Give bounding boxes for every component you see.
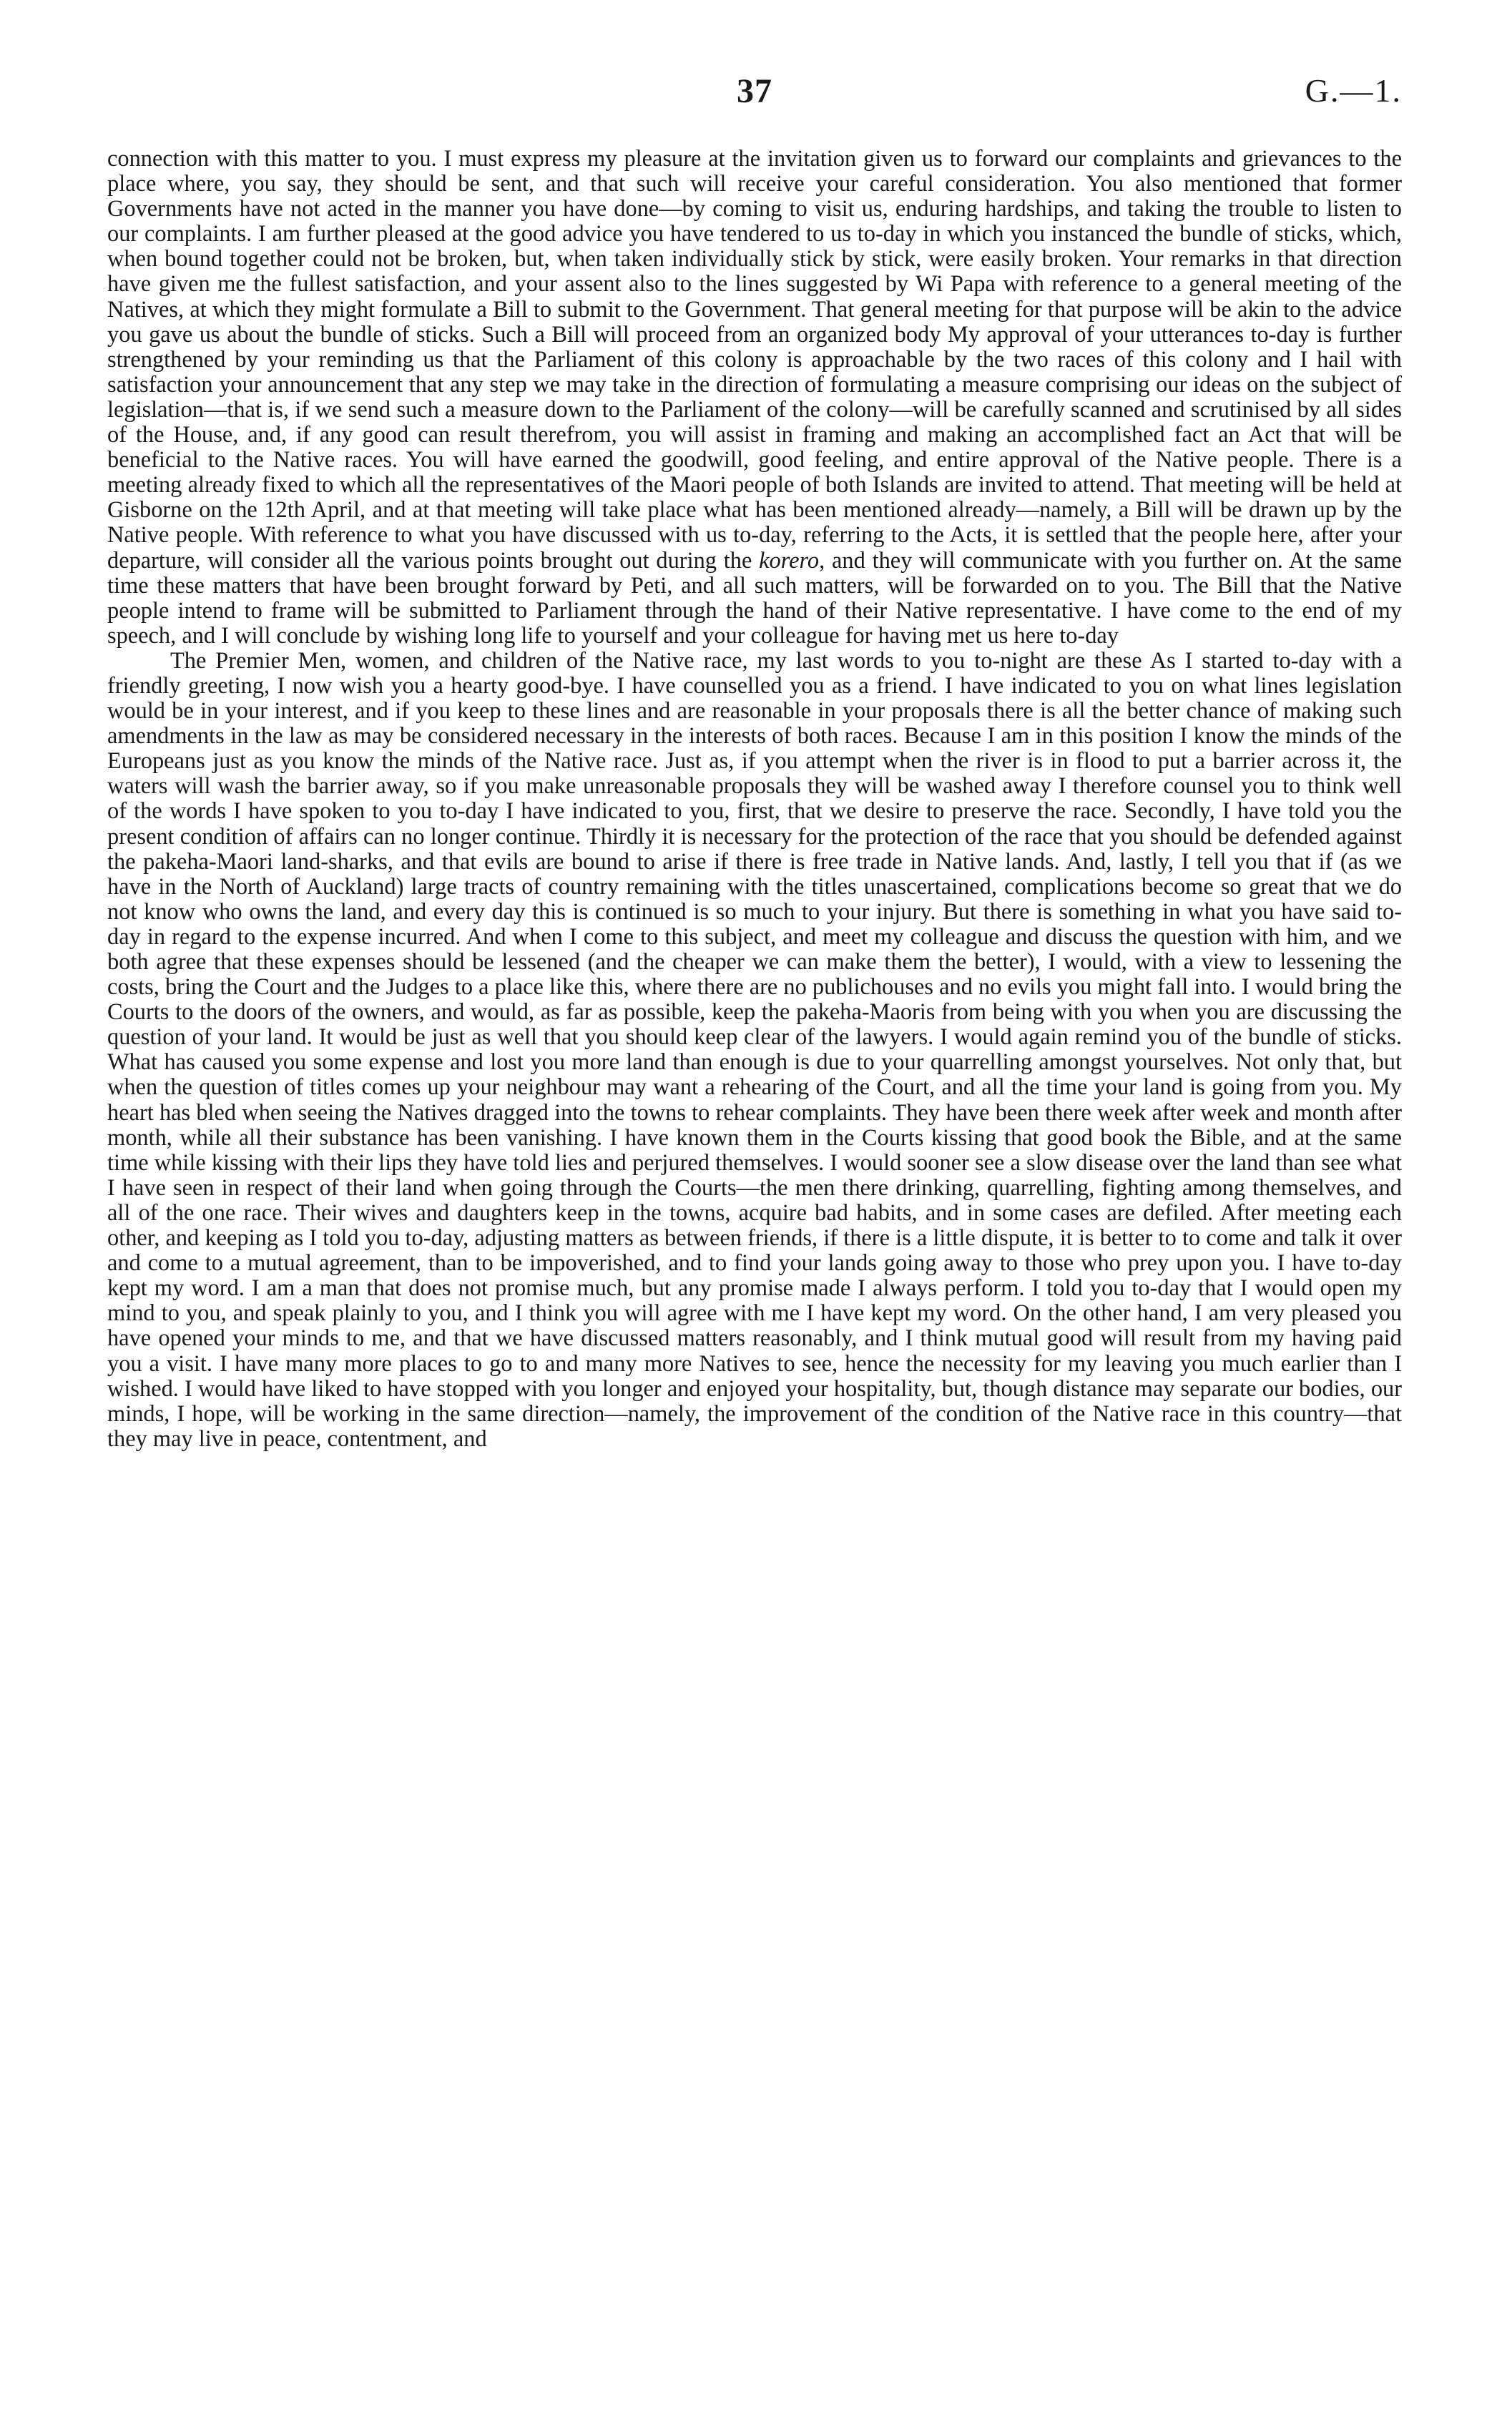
text-segment: connection with this matter to you. I must express my pleasure at the invitation given us to forward our complaints and grievances to the place where, you say, they should be sent, and that such will receive your careful consideration. You also mentioned that former Governments have not acted in the manner you have done—by coming to visit us, enduring hardships, and taking the trouble to listen to our complaints. I am further pleased at the good advice you have tendered to us to-day in which you instanced the bundle of sticks, which, when bound together could not be broken, but, when taken individually stick by stick, were easily broken. Your remarks in that direction have given me the fullest satisfaction, and your assent also to the lines suggested by Wi Papa with reference to a general meeting of the Natives, at which they might formulate a Bill to submit to the Government. That general meeting for that purpose will be akin to the advice you gave us about the bundle of sticks. Such a Bill will proceed from an organized body My approval of your utterances to-day is further strengthened by your reminding us that the Parliament of this colony is approachable by the two races of this colony and I hail with satisfaction your announcement that any step we may take in the direction of formulating a measure comprising our ideas on the subject of legislation—that is, if we send such a measure down to the Parliament of the colony—will be carefully scanned and scrutinised by all sides of the House, and, if any good can result therefrom, you will assist in framing and making an accomplished fact an Act that will be beneficial to the Native races. You will have earned the goodwill, good feeling, and entire approval of the Native people. There is a meeting already fixed to which all the representatives of the Maori people of both Islands are invited to attend. That meeting will be held at Gisborne on the 12th April, and at that meeting will take place what has been mentioned already—namely, a Bill will be drawn up by the Native people. With reference to what you have discussed with us to-day, referring to the Acts, it is settled that the people here, after your departure, will consider all the various points brought out during the [107,146,1402,574]
text-segment: Men, women, and children of the Native race, my last words to you to-night are these As I started to-day with a friendly greeting, I now wish you a hearty good-bye. I have counselled you as a friend. I have indicated to you on what lines legislation would be in your interest, and if you keep to these lines and are reasonable in your proposals there is all the better chance of making such amendments in the law as may be considered necessary in the interests of both races. Because I am in this position I know the minds of the Europeans just as you know the minds of the Native race. Just as, if you attempt when the river is in flood to put a barrier across it, the waters will wash the barrier away, so if you make unreasonable proposals they will be washed away I therefore counsel you to think well of the words I have spoken to you to-day I have indicated to you, first, that we desire to preserve the race. Secondly, I have told you the present condition of affairs can no longer continue. Thirdly it is necessary for the protection of the race that you should be defended against the pakeha-Maori land-sharks, and that evils are bound to arise if there is free trade in Native lands. And, lastly, I tell you that if (as we have in the North of Auckland) large tracts of country remaining with the titles unascertained, complications become so great that we do not know who owns the land, and every day this is continued is so much to your injury. But there is something in what you have said to-day in regard to the expense incurred. And when I come to this subject, and meet my colleague and discuss the question with him, and we both agree that these expenses should be lessened (and the cheaper we can make them the better), I would, with a view to lessening the costs, bring the Court and the Judges to a place like this, where there are no publichouses and no evils you might fall into. I would bring the Courts to the doors of the owners, and would, as far as possible, keep the pakeha-Maoris from being with you when you are discussing the question of your land. It would be just as well that you should keep clear of the lawyers. I would again remind you of the bundle of sticks. What has caused you some expense and lost you more land than enough is due to your quarrelling amongst yourselves. Not only that, but when the question of titles comes up your neighbour may want a rehearing of the Court, and all the time your land is going from you. My heart has bled when seeing the Natives dragged into the towns to rehear complaints. They have been there week after week and month after month, while all their substance has been vanishing. I have known them in the Courts kissing that good book the Bible, and at the same time while kissing with their lips they have told lies and perjured themselves. I would sooner see a slow disease over the land than see what I have seen in respect of their land when going through the Courts—the men there drinking, quarrelling, fighting among themselves, and all of the one race. Their wives and daughters keep in the towns, acquire bad habits, and in some cases are defiled. After meeting each other, and keeping as I told you to-day, adjusting matters as between friends, if there is a little dispute, it is better to to come and talk it over and come to a mutual agreement, than to be impoverished, and to find your lands going away to those who prey upon you. I have to-day kept my word. I am a man that does not promise much, but any promise made I always perform. I told you to-day that I would open my mind to you, and speak plainly to you, and I think you will agree with me I have kept my word. On the other hand, I am very pleased you have opened your minds to me, and that we have discussed matters reasonably, and I think mutual good will result from my having paid you a visit. I have many more places to go to and many more Natives to see, hence the necessity for my leaving you much earlier than I wished. I would have liked to have stopped with you longer and enjoyed your hospitality, but, though distance may separate our bodies, our minds, I hope, will be working in the same direction—namely, the improvement of the condition of the Native race in this country—that they may live in peace, contentment, and [107,647,1402,1452]
text-segment: , and they will communicate with you further on. At the same time these matters that have been brought forward by Peti, and all such matters, will be forwarded on to you. The Bill that the Native people intend to frame will be submitted to Parliament through the hand of their Native representative. I have come to the end of my speech, and I will conclude by wishing long life to yourself and your colleague for having met us here to-day [107,547,1402,649]
page-header [107,72,1402,122]
paper-reference: G.—1. [1305,72,1402,109]
maori-term-korero: korero [759,547,820,574]
document-body [107,147,1402,1452]
page-number: 37 [737,72,772,110]
paragraph-continued-speech [107,147,1402,649]
speaker-name: The Premier [170,647,289,674]
paragraph-premier-speech [107,649,1402,1452]
